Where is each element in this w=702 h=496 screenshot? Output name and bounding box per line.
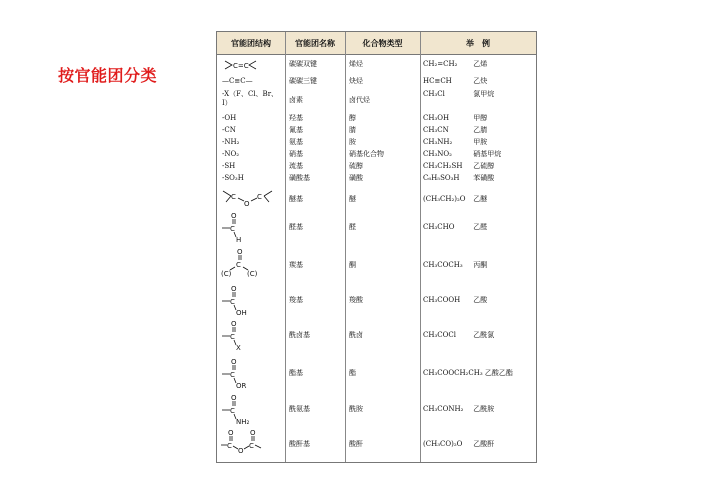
example-formula: CH₃COOCH₂CH₃ xyxy=(423,369,483,377)
svg-text:C: C xyxy=(230,333,235,341)
example-name: 甲胺 xyxy=(473,138,488,146)
example-formula: CH₃CHO xyxy=(423,223,455,231)
example-formula: CH₃NH₂ xyxy=(423,138,453,146)
example xyxy=(423,60,487,69)
carboxyl-structure xyxy=(219,284,259,316)
svg-text:O: O xyxy=(237,248,243,256)
svg-text:O: O xyxy=(231,358,237,366)
compound-type: 酸酐 xyxy=(349,440,363,448)
group-name: 卤素 xyxy=(289,96,303,104)
example-name: 乙酸乙酯 xyxy=(484,369,513,377)
header-structure: 官能团结构 xyxy=(231,39,271,48)
group-name: 醚基 xyxy=(289,195,303,203)
compound-type: 磺酸 xyxy=(349,174,363,182)
anhydride-structure xyxy=(219,428,281,454)
example xyxy=(423,440,494,449)
group-name: 酰氨基 xyxy=(289,405,310,413)
svg-text:C: C xyxy=(236,261,241,269)
example-name: 丙酮 xyxy=(473,261,488,269)
example-formula: CH₃Cl xyxy=(423,90,445,98)
group-name: 羟基 xyxy=(289,114,303,122)
compound-type: 炔烃 xyxy=(349,77,363,85)
compound-type: 酮 xyxy=(349,261,356,269)
svg-text:X: X xyxy=(236,344,241,351)
svg-text:NH₂: NH₂ xyxy=(236,418,250,425)
group-name: 磺酸基 xyxy=(289,174,310,182)
example xyxy=(423,195,487,204)
example xyxy=(423,138,487,147)
example-name: 氯甲烷 xyxy=(473,90,495,98)
svg-text:O: O xyxy=(231,394,237,402)
compound-type: 酰胺 xyxy=(349,405,363,413)
ether-structure xyxy=(219,187,281,209)
example-formula: CH₃COCl xyxy=(423,331,456,339)
svg-text:OH: OH xyxy=(236,309,247,316)
example-formula: CH₃NO₂ xyxy=(423,150,452,158)
compound-type: 烯烃 xyxy=(349,60,363,68)
compound-type: 醇 xyxy=(349,114,356,122)
example-name: 乙酰胺 xyxy=(473,405,495,413)
svg-text:O: O xyxy=(231,212,237,220)
aldehyde-structure xyxy=(219,211,259,243)
svg-text:C: C xyxy=(257,193,262,201)
example-name: 乙硫醇 xyxy=(473,162,495,170)
group-structure: -CN xyxy=(222,126,236,134)
group-name: 醛基 xyxy=(289,223,303,231)
ketone-structure xyxy=(219,247,281,277)
example-name: 乙烯 xyxy=(473,60,488,68)
example-name: 甲醇 xyxy=(473,114,488,122)
example-formula: CH₃COOH xyxy=(423,296,461,304)
compound-type: 腈 xyxy=(349,126,356,134)
svg-text:(C): (C) xyxy=(247,270,258,277)
compound-type: 硫醇 xyxy=(349,162,363,170)
slide-title: 按官能团分类 xyxy=(58,66,158,85)
example-formula: CH₃COCH₃ xyxy=(423,261,463,269)
header-type: 化合物类型 xyxy=(362,39,403,48)
example-formula: CH₃CN xyxy=(423,126,449,134)
example xyxy=(423,126,487,135)
example xyxy=(423,174,494,183)
svg-text:O: O xyxy=(231,320,237,328)
table-header xyxy=(217,32,536,55)
column-divider xyxy=(420,32,421,462)
example-name: 乙腈 xyxy=(473,126,488,134)
example xyxy=(423,162,494,171)
group-name: 氰基 xyxy=(289,126,303,134)
example xyxy=(423,405,494,414)
compound-type: 硝基化合物 xyxy=(349,150,384,158)
svg-text:O: O xyxy=(238,447,244,454)
group-structure: -NO₂ xyxy=(222,150,240,158)
svg-text:C: C xyxy=(230,298,235,306)
column-divider xyxy=(285,32,286,462)
group-structure: -OH xyxy=(222,114,237,122)
group-structure: —C≡C— xyxy=(222,77,253,85)
example-name: 乙酸 xyxy=(473,296,488,304)
example-name: 硝基甲烷 xyxy=(473,150,502,158)
amide-structure xyxy=(219,393,259,425)
svg-text:C: C xyxy=(230,407,235,415)
example xyxy=(423,90,494,99)
compound-type: 羧酸 xyxy=(349,296,363,304)
acyl-halide-structure xyxy=(219,319,259,351)
example-formula: (CH₃CH₂)₂O xyxy=(423,195,466,203)
example-formula: CH₃CH₂SH xyxy=(423,162,463,170)
group-structure: -NH₂ xyxy=(222,138,240,146)
example-name: 苯磺酸 xyxy=(473,174,495,182)
example-formula: C₆H₅SO₃H xyxy=(423,174,460,182)
compound-type: 醚 xyxy=(349,195,356,203)
svg-text:C: C xyxy=(230,371,235,379)
svg-text:O: O xyxy=(231,285,237,293)
svg-text:O: O xyxy=(228,429,234,437)
compound-type: 卤代烃 xyxy=(349,96,370,104)
header-example: 举 例 xyxy=(466,39,490,48)
example xyxy=(423,223,487,232)
example-formula: CH₃CONH₂ xyxy=(423,405,464,413)
group-name: 硝基 xyxy=(289,150,303,158)
compound-type: 酯 xyxy=(349,369,356,377)
svg-text:OR: OR xyxy=(236,382,247,389)
example-name: 乙醚 xyxy=(473,195,488,203)
example-name: 乙酰氯 xyxy=(473,331,495,339)
svg-text:O: O xyxy=(250,429,256,437)
group-name: 酯基 xyxy=(289,369,303,377)
svg-text:C: C xyxy=(249,442,254,450)
svg-text:(C): (C) xyxy=(221,270,232,277)
example-formula: (CH₃CO)₂O xyxy=(423,440,463,448)
group-name: 碳碳三键 xyxy=(289,77,317,85)
group-structure: -X（F、Cl、Br、I） xyxy=(222,90,279,107)
group-name: 羧基 xyxy=(289,296,303,304)
compound-type: 酰卤 xyxy=(349,331,363,339)
example xyxy=(423,331,494,340)
group-name: 碳碳双键 xyxy=(289,60,317,68)
compound-type: 胺 xyxy=(349,138,356,146)
example xyxy=(423,114,487,123)
example-formula: HC≡CH xyxy=(423,77,452,85)
svg-text:C: C xyxy=(231,193,236,201)
example xyxy=(423,369,513,378)
alkene-structure xyxy=(219,58,281,72)
group-structure: -SO₃H xyxy=(222,174,244,182)
svg-text:H: H xyxy=(236,236,242,243)
svg-text:C: C xyxy=(230,225,235,233)
svg-text:O: O xyxy=(244,200,250,208)
svg-text:C=C: C=C xyxy=(233,62,249,70)
group-name: 羰基 xyxy=(289,261,303,269)
example-formula: CH₃OH xyxy=(423,114,450,122)
ester-structure xyxy=(219,357,259,389)
group-structure: -SH xyxy=(222,162,236,170)
example-name: 乙醛 xyxy=(473,223,488,231)
header-name: 官能团名称 xyxy=(295,39,335,48)
compound-type: 醛 xyxy=(349,223,356,231)
example-name: 乙酸酐 xyxy=(473,440,495,448)
example-name: 乙炔 xyxy=(473,77,488,85)
group-name: 酰卤基 xyxy=(289,331,310,339)
svg-text:C: C xyxy=(227,442,232,450)
column-divider xyxy=(345,32,346,462)
example xyxy=(423,150,501,159)
group-name: 酸酐基 xyxy=(289,440,310,448)
example xyxy=(423,261,487,270)
example xyxy=(423,77,487,86)
functional-group-table xyxy=(216,31,537,463)
group-name: 氨基 xyxy=(289,138,303,146)
example xyxy=(423,296,487,305)
example-formula: CH₂=CH₂ xyxy=(423,60,458,68)
group-name: 巯基 xyxy=(289,162,303,170)
